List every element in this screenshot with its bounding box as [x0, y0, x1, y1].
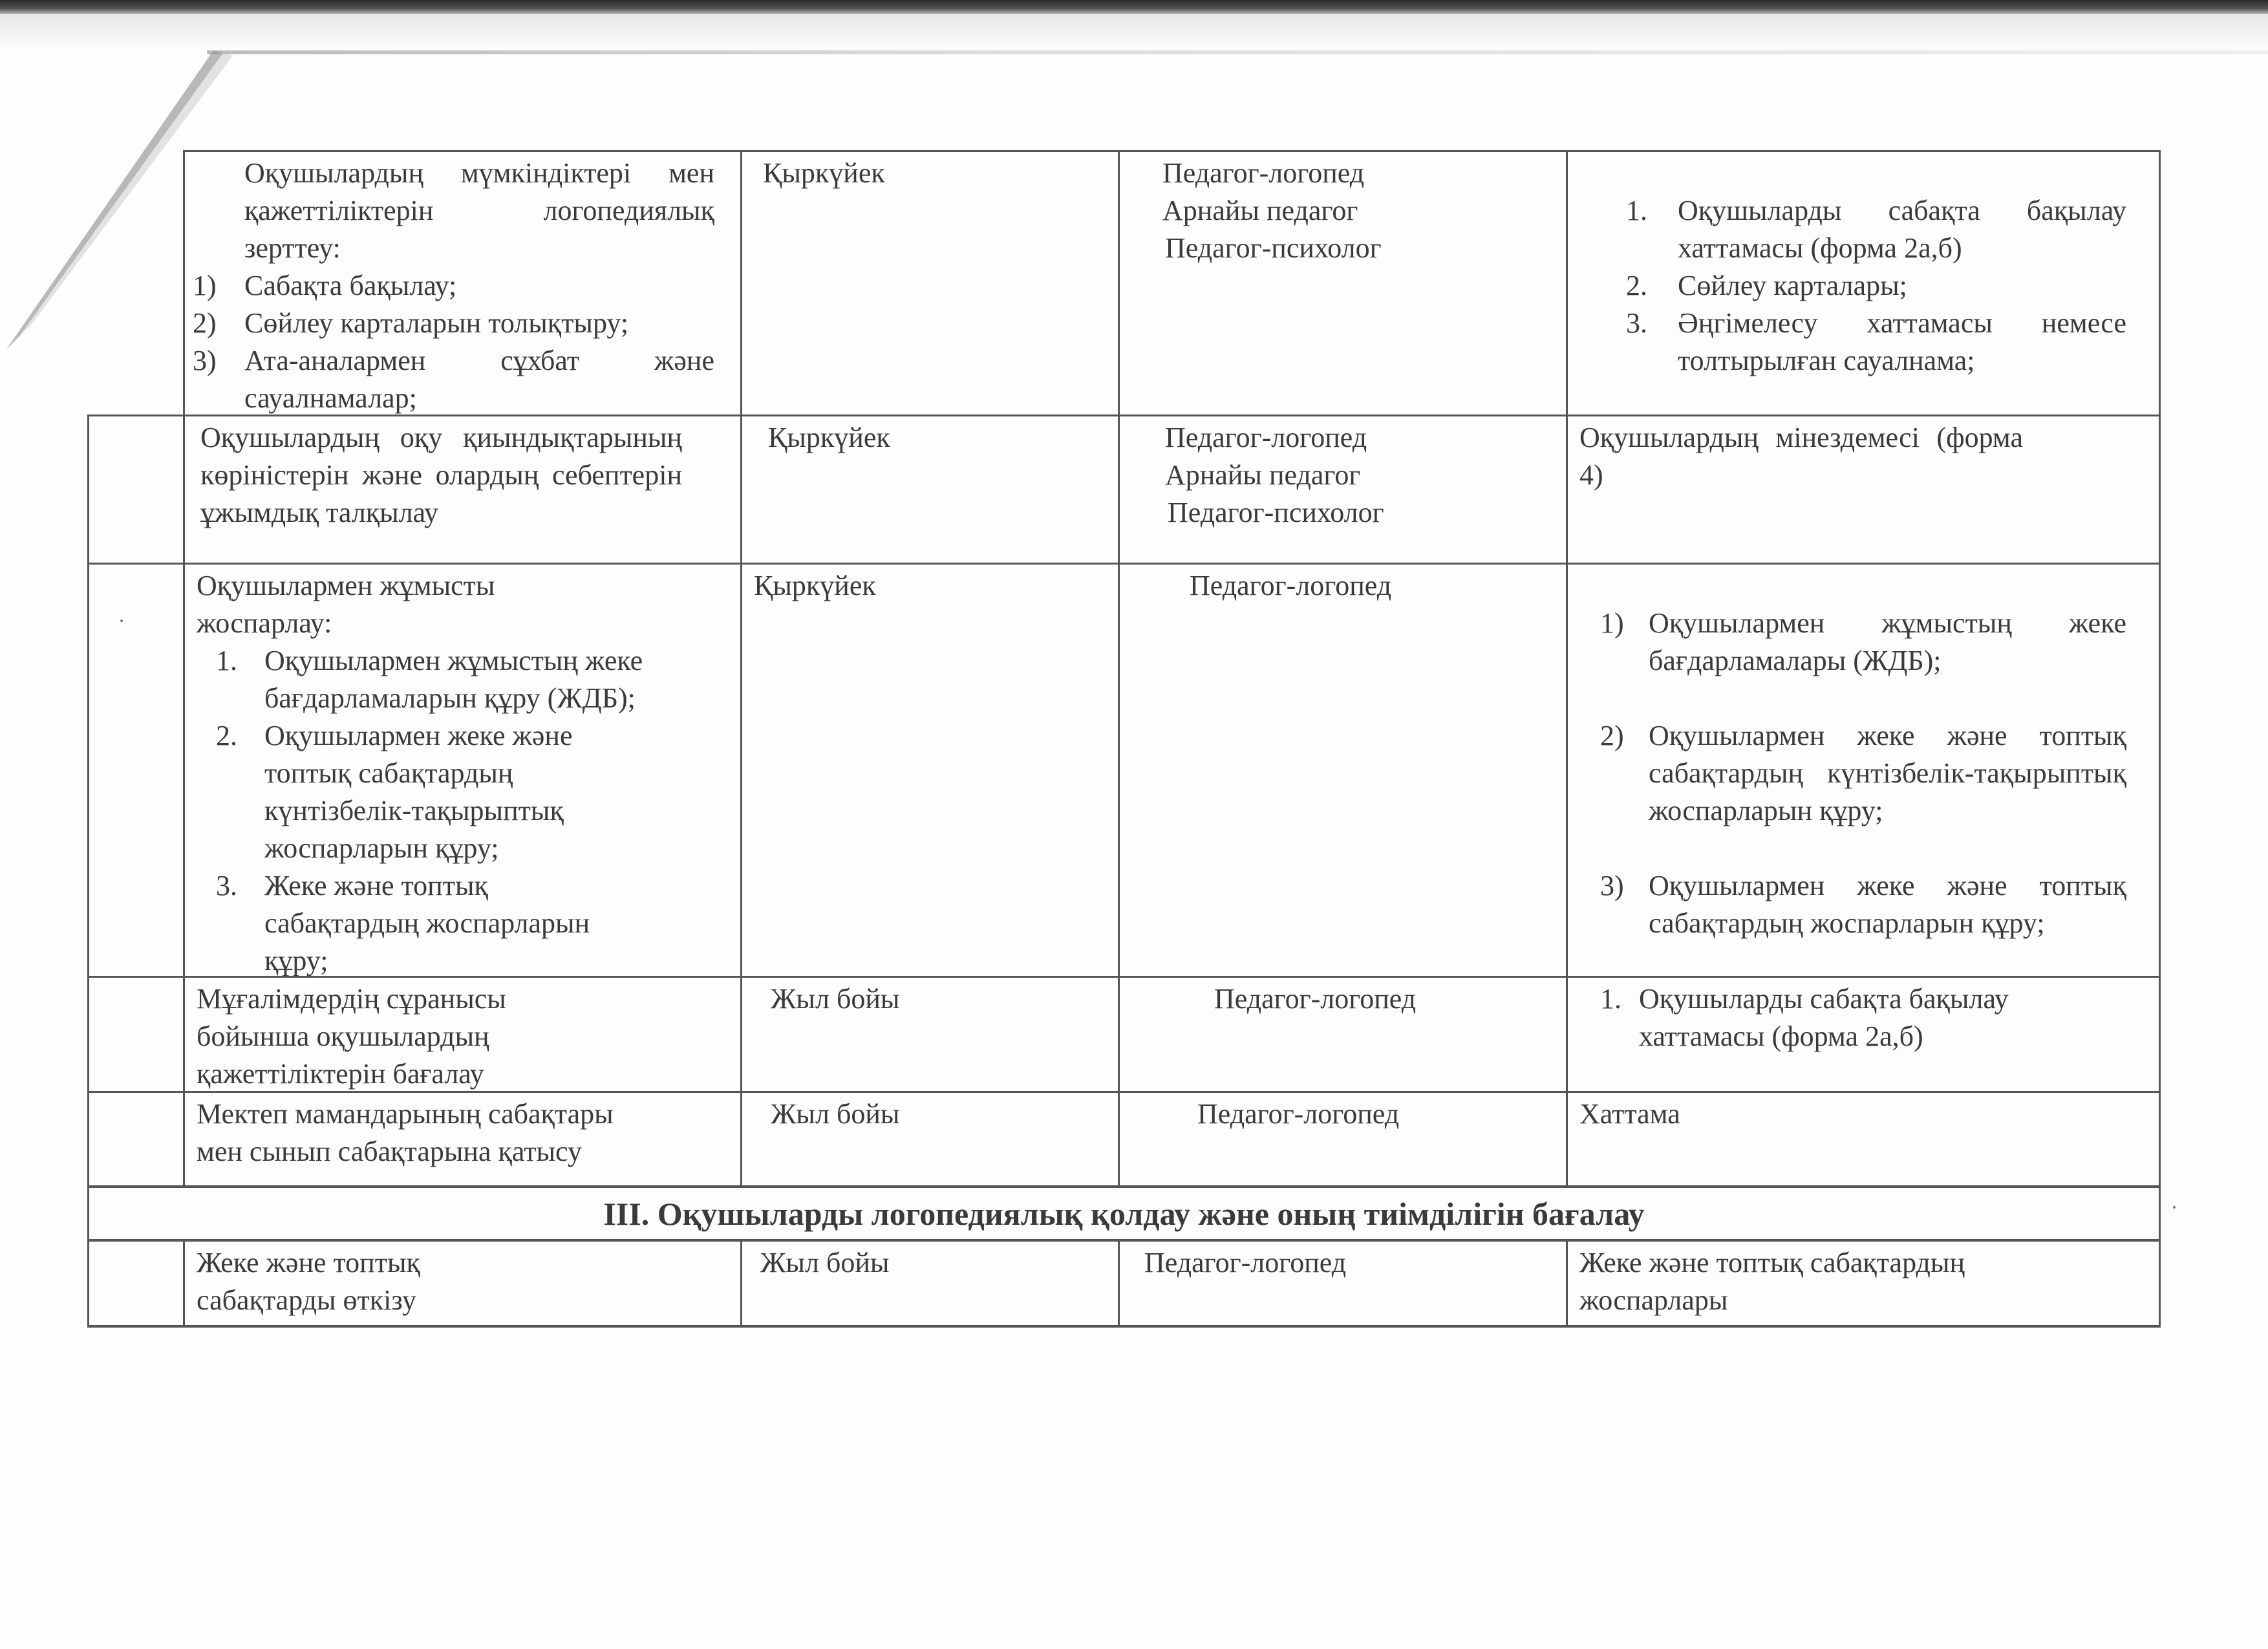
activity-cell [185, 152, 740, 415]
activity-cell: Мектеп мамандарының сабақтары мен сынып сабақтарына қатысу [197, 1098, 614, 1167]
list-item: 1) Сабақта бақылау; [193, 270, 457, 301]
activity-cell: Жеке және топтық сабақтарды өткізу [197, 1247, 420, 1316]
responsible-line: Педагог-психолог [1168, 497, 1384, 528]
responsible-line: Педагог-психолог [1165, 232, 1382, 264]
result-list [1600, 605, 2126, 942]
scan-speck [2173, 1206, 2176, 1209]
list-item: 1. Оқушыларды сабақта бақылау хаттамасы (форма 2а,б) [1600, 983, 2009, 1052]
list-item: 2) Сөйлеу карталарын толықтыру; [193, 307, 629, 339]
responsible-cell [1120, 1242, 1566, 1326]
list-item: 1. Оқушыларды сабақта бақылау хаттамасы (форма 2а,б) [1626, 195, 2126, 264]
list-item: 1. Оқушылармен жұмыстың жеке бағдарламаларын құру (ЖДБ); [216, 645, 643, 714]
activity-list [193, 267, 714, 417]
activity-intro: Оқушылардың мүмкіндіктері мен қажеттіліктерін логопедиялық зерттеу: [244, 157, 714, 264]
scan-shadow [0, 14, 2268, 53]
result-list [1626, 192, 2126, 380]
list-item: 2. Сөйлеу карталары; [1626, 270, 1907, 301]
responsible-cell [1120, 152, 1566, 415]
responsible-cell [1120, 565, 1566, 976]
section-heading: III. Оқушыларды логопедиялық қолдау және оның тиімділігін бағалау [603, 1196, 1645, 1232]
responsible-line: Педагог-логопед [1144, 1247, 1347, 1278]
timing-cell: Қыркүйек [754, 570, 876, 601]
list-item: 3) Ата-аналармен сұхбат және сауалнамалар; [193, 345, 714, 414]
timing-cell: Жыл бойы [760, 1247, 890, 1278]
scan-top-edge [0, 0, 2268, 14]
result-cell [1568, 565, 2159, 976]
responsible-cell [1120, 1093, 1566, 1185]
list-item: 3. Әңгімелесу хаттамасы немесе толтырылған сауалнама; [1626, 307, 2126, 376]
result-list [1600, 980, 2120, 1055]
activity-cell: Оқушылардың оқу қиындықтарының көріністерін және олардың себептерін ұжымдық талқылау [200, 422, 682, 528]
scan-speck [120, 620, 123, 622]
activity-list [197, 642, 701, 980]
responsible-cell [1120, 978, 1566, 1091]
list-item: 3) Оқушылармен жеке және топтық сабақтардың жоспарларын құру; [1600, 870, 2126, 939]
result-cell [1568, 152, 2159, 415]
activity-intro: Оқушылармен жұмысты жоспарлау: [197, 570, 495, 639]
responsible-line: Арнайы педагог [1165, 459, 1361, 491]
timing-cell: Жыл бойы [771, 1098, 900, 1130]
timing-cell: Жыл бойы [771, 983, 900, 1015]
responsible-cell [1120, 416, 1566, 563]
responsible-line: Педагог-логопед [1165, 422, 1367, 453]
activity-cell: Мұғалімдердің сұранысы бойынша оқушылардың қажеттіліктерін бағалау [197, 983, 506, 1090]
responsible-line: Педагог-логопед [1214, 983, 1417, 1015]
list-item: 2. Оқушылармен жеке және топтық сабақтардың күнтізбелік-тақырыптық жоспарларын құру; [216, 720, 573, 864]
result-cell: Жеке және топтық сабақтардың жоспарлары [1579, 1247, 1965, 1316]
list-item: 3. Жеке және топтық сабақтардың жоспарларын құру; [216, 870, 590, 976]
responsible-line: Педагог-логопед [1162, 157, 1365, 189]
result-cell [1568, 978, 2159, 1091]
responsible-line: Арнайы педагог [1162, 195, 1358, 226]
timing-cell: Қыркүйек [768, 422, 890, 453]
list-item: 1) Оқушылармен жұмыстың жеке бағдарламалары (ЖДБ); [1600, 607, 2126, 676]
responsible-line: Педагог-логопед [1190, 570, 1392, 601]
result-cell: Хаттама [1579, 1098, 1680, 1130]
responsible-line: Педагог-логопед [1197, 1098, 1400, 1130]
result-cell: Оқушылардың мінездемесі (форма 4) [1579, 422, 2023, 491]
list-item: 2) Оқушылармен жеке және топтық сабақтардың күнтізбелік-тақырыптық жоспарларын құру; [1600, 720, 2126, 826]
page-edge [207, 50, 2268, 54]
timing-cell: Қыркүйек [763, 157, 885, 189]
activity-cell [185, 565, 740, 976]
